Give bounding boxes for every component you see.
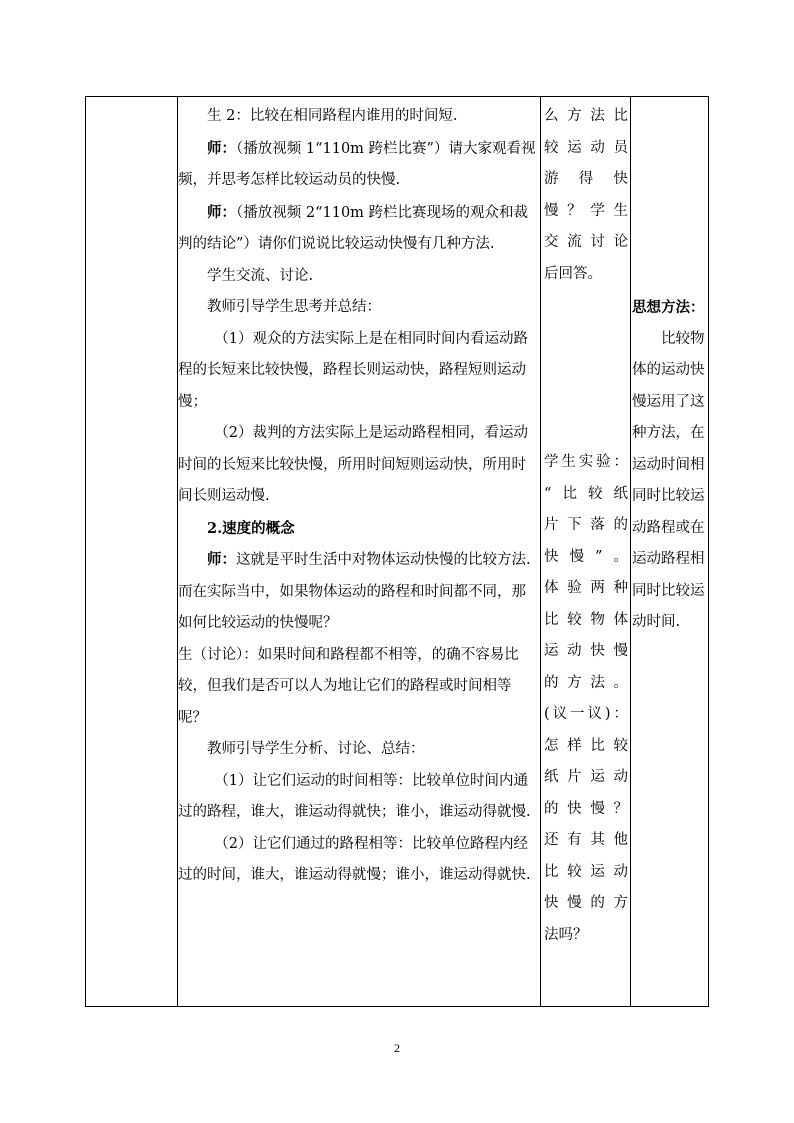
activity-line: 学生实验：	[544, 454, 628, 470]
teacher-question: 师：这就是平时生活中对物体运动快慢的比较方法.而在实际当中，如果物体运动的路程和时间都不同，那如何比较运动的快慢呢？	[178, 551, 531, 631]
lesson-table	[85, 96, 709, 1007]
activity-line: 比较物体	[544, 611, 628, 628]
activity-line: 交流讨论	[544, 234, 628, 250]
summary-point-1: （1）观众的方法实际上是在相同时间内看运动路程的长短来比较快慢，路程长则运动快，路程短则运动慢；	[178, 330, 528, 410]
activity-line: 的方法。	[544, 674, 628, 691]
analysis-point-2: （2）让它们通过的路程相等：比较单位路程内经过的时间，谁大，谁运动得就慢；谁小，谁运动得就快.	[178, 835, 531, 883]
teacher-analysis-intro: 教师引导学生分析、讨论、总结：	[207, 741, 425, 757]
student-activity-column	[544, 101, 628, 951]
activity-line: 纸片运动	[544, 769, 628, 785]
activity-line: 比较运动	[544, 863, 628, 880]
activity-line: 较运动员	[544, 139, 628, 156]
column-divider	[630, 97, 631, 1006]
teacher-video-2: 师：（播放视频 2“110m 跨栏比赛现场的观众和裁判的结论”）请你们说说比较运动快慢有几种方法.	[178, 203, 529, 252]
column-gap	[544, 290, 628, 447]
teacher-summary-intro: 教师引导学生思考并总结：	[207, 299, 381, 315]
activity-line: 后回答。	[544, 265, 602, 282]
activity-line: 快慢”。	[544, 548, 628, 565]
student-discussion: 学生交流、讨论.	[207, 267, 314, 284]
page-number: 2	[394, 1041, 400, 1055]
teaching-process-column	[178, 101, 538, 892]
activity-line: 片下落的	[544, 517, 628, 533]
activity-line: 快慢的方	[544, 895, 628, 911]
activity-line: 怎样比较	[544, 737, 628, 754]
analysis-point-1: （1）让它们运动的时间相等：比较单位时间内通过的路程，谁大，谁运动得就快；谁小，谁运动得就慢.	[178, 772, 531, 820]
thinking-method-text: 比较物体的运动快慢运用了这种方法，在运动时间相同时比较运动路程或在运动路程相同时比较运动时间.	[632, 330, 705, 630]
student-discussion-speed: 生（讨论）：如果时间和路程都不相等，的确不容易比较，但我们是否可以人为地让它们的路程或时间相等呢？	[178, 646, 519, 726]
teacher-video-1: 师：（播放视频 1“110m 跨栏比赛”）请大家观看视频，并思考怎样比较运动员的快慢.	[178, 139, 536, 188]
activity-line: 法吗？	[544, 926, 588, 943]
thinking-method-column	[632, 292, 708, 639]
thinking-method-title: 思想方法：	[632, 299, 705, 316]
activity-line: 还有其他	[544, 832, 628, 848]
activity-line: 游 得 快	[544, 171, 628, 187]
summary-point-2: （2）裁判的方法实际上是运动路程相同，看运动时间的长短来比较快慢，所用时间短则运动快，所用时间长则运动慢.	[178, 425, 528, 504]
activity-line: 慢？学生	[544, 202, 628, 219]
activity-line: 体验两种	[544, 580, 628, 596]
activity-line: (议一议)：	[544, 706, 628, 722]
column-divider	[540, 97, 541, 1006]
section-heading: 2.速度的概念	[207, 519, 295, 537]
activity-line: 运动快慢	[544, 643, 628, 659]
student-answer: 生 2：比较在相同路程内谁用的时间短.	[207, 108, 458, 124]
activity-line: 么方法比	[544, 108, 628, 124]
activity-line: “比较纸	[544, 485, 628, 502]
activity-line: 的快慢？	[544, 800, 628, 817]
